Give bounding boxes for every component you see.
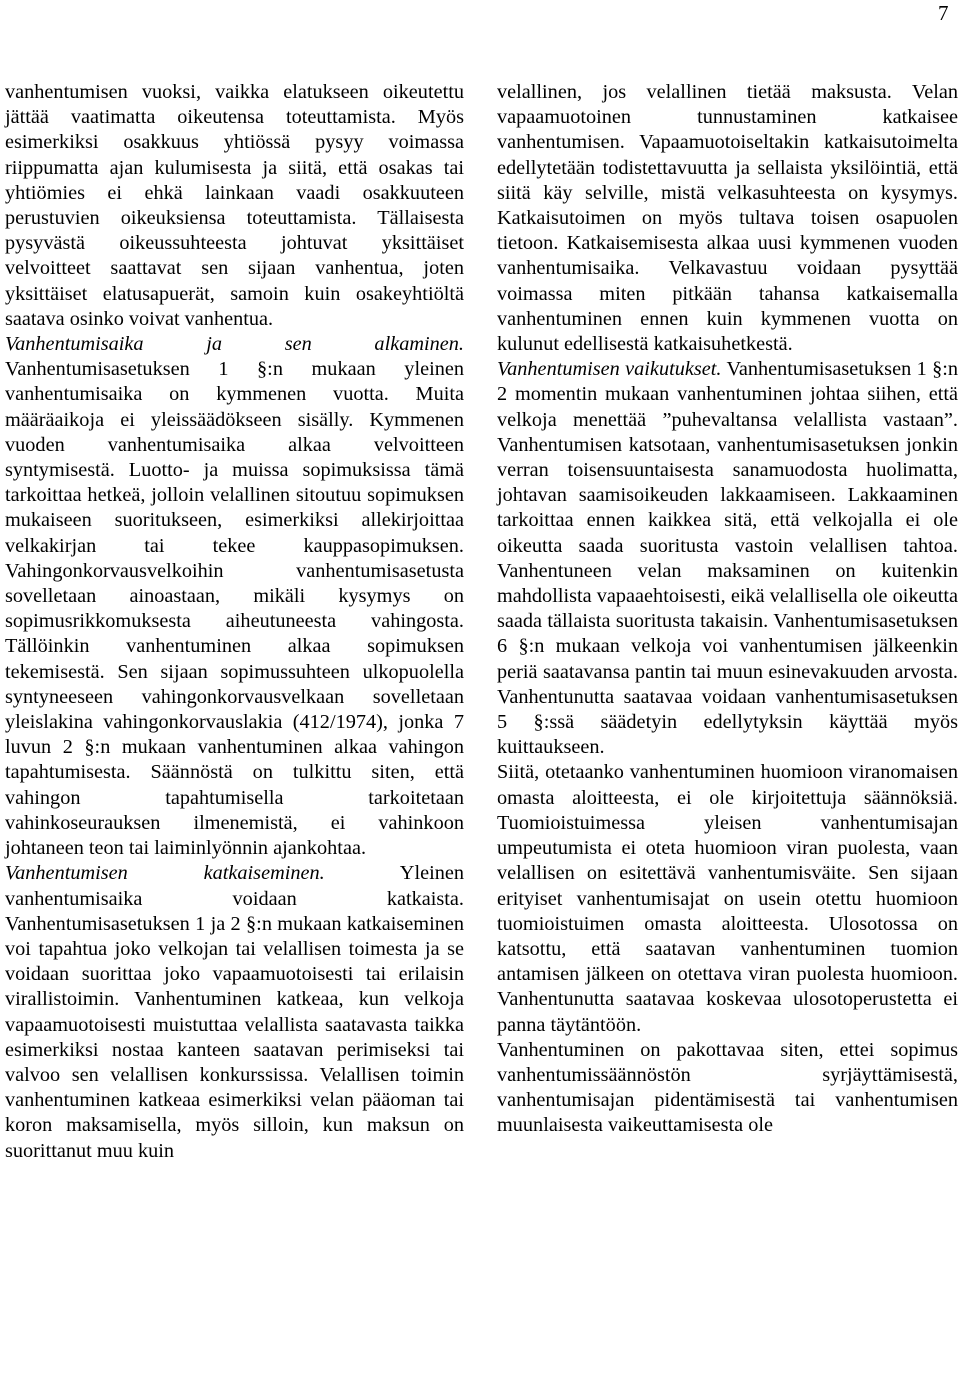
paragraph xyxy=(5,861,464,1163)
paragraph-text: Yleinen vanhentumisaika voidaan katkaista. Vanhentumisasetuksen 1 ja 2 §:n mukaan katkaiseminen voi tapahtua joko velkojan tai velallisen toimesta ja se voidaan suorittaa joko vapaamuotoisesti tai erilaisin virallistoimin. Vanhentuminen katkeaa, kun velkoja vapaamuotoisesti muistuttaa velallista saatavasta taikka esimerkiksi nostaa kanteen saatavan perimiseksi tai valvoo sen velallisen konkurssissa. Velallisen toimin vanhentuminen katkeaa esimerkiksi velan pääoman tai koron maksamisella, myös silloin, kun maksun on suorittanut muu kuin xyxy=(5,862,464,1162)
paragraph: vanhentumisen vuoksi, vaikka elatukseen oikeutettu jättää vaatimatta oikeutensa toteuttamista. Myös esimerkiksi osakkuus yhtiössä pysyy voimassa riippumatta ajan kulumisesta ja siitä, että osakas tai yhtiömies ei ehkä lainkaan vaadi osakkuuteen perustuvien oikeuksiensa toteuttamista. Tällaisesta pysyvästä oikeussuhteesta johtuvat yksittäiset velvoitteet saattavat sen sijaan vanhentua, joten yksittäiset elatusapuerät, samoin kuin osakeyhtiöltä saatava osinko voivat vanhentua. xyxy=(5,81,464,330)
left-column xyxy=(5,80,464,1164)
paragraph-text: Vanhentumisasetuksen 1 §:n mukaan yleinen vanhentumisaika on kymmenen vuotta. Muita määräaikoja ei yleissäädökseen sisälly. Kymmenen vuoden vanhentumisaika alkaa velvoitteen syntymisestä. Luotto- ja muissa sopimuksissa tämä tarkoittaa hetkeä, jolloin velallinen sitoutuu sopimuksen mukaiseen suoritukseen, esimerkiksi allekirjoittaa velkakirjan tai tekee kauppasopimuksen. Vahingonkorvausvelkoihin vanhentumisasetusta sovelletaan ainoastaan, mikäli kysymys on sopimusrikkomuksesta aiheutuneesta vahingosta. Tällöinkin vanhentuminen alkaa sopimuksen tekemisestä. Sen sijaan sopimussuhteen ulkopuolella syntyneeseen vahingonkorvausvelkaan sovelletaan yleislakina vahingonkorvauslakia (412/1974), jonka 7 luvun 2 §:n mukaan vanhentuminen alkaa vahingon tapahtumisesta. Säännöstä on tulkittu siten, että vahingon tapahtumisella tarkoitetaan vahinkoseurauksen ilmenemistä, ei vahinkoon johtaneen teon tai laiminlyönnin ajankohtaa. xyxy=(5,358,464,860)
section-heading: Vanhentumisen katkaiseminen. xyxy=(5,862,325,885)
page-number: 7 xyxy=(938,1,949,25)
paragraph-text: Vanhentumisasetuksen 1 §:n 2 momentin mukaan vanhentuminen johtaa siihen, että velkoja menettää ”puhevaltansa velallista vastaan”. Vanhentumisen katsotaan, vanhentumisasetuksen jonkin verran toisensuuntaisesta sanamuodosta huolimatta, johtavan saamisoikeuden lakkaamiseen. Lakkaaminen tarkoittaa ennen kaikkea sitä, että velkojalla ei ole oikeutta saada suoritusta vastoin velallisen tahtoa. Vanhentuneen velan maksaminen on kuitenkin mahdollista vapaaehtoisesti, eikä velallisella ole oikeutta saada tällaista suoritusta takaisin. Vanhentumisasetuksen 6 §:n mukaan velkoja voi vanhentumisen jälkeenkin periä saatavansa pantin tai muun esinevakuuden arvosta. Vanhentunutta saatavaa voidaan vanhentumisasetuksen 5 §:ssä säädetyin edellytyksin käyttää myös kuittaukseen. xyxy=(497,358,958,759)
paragraph xyxy=(497,357,958,760)
paragraph: Siitä, otetaanko vanhentuminen huomioon viranomaisen omasta aloitteesta, ei ole kirjoitettuja säännöksiä. Tuomioistuimessa yleisen vanhentumisajan umpeutumista ei oteta huomioon viran puolesta, vaan velallisen on esitettävä vanhentumisväite. Sen sijaan erityiset vanhentumisajat on usein otettu huomioon tuomioistuimen omasta aloitteesta. Ulosotossa on katsottu, että saatavan vanhentuminen tuomion antamisen jälkeen on otettava viran puolesta huomioon. Vanhentunutta saatavaa koskevaa ulosotoperustetta ei panna täytäntöön. xyxy=(497,761,958,1036)
right-column xyxy=(497,80,958,1139)
paragraph: Vanhentuminen on pakottavaa siten, ettei sopimus vanhentumissäännöstön syrjäyttämisestä, vanhentumisajan pidentämisestä tai vanhentumisen muunlaisesta vaikeuttamisesta ole xyxy=(497,1038,958,1137)
paragraph: velallinen, jos velallinen tietää maksusta. Velan vapaamuotoinen tunnustaminen katkaisee vanhentumisen. Vapaamuotoiseltakin katkaisutoimelta edellytetään todistettavuutta ja sellaista yksilöintiä, että siitä käy selville, mistä velkasuhteesta on kysymys. Katkaisutoimen on myös tultava toisen osapuolen tietoon. Katkaisemisesta alkaa uusi kymmenen vuoden vanhentumisaika. Velkavastuu voidaan pysyttää voimassa miten pitkään tahansa katkaisemalla vanhentuminen ennen kuin kymmenen vuotta on kulunut edellisestä katkaisuhetkestä. xyxy=(497,81,958,356)
section-heading: Vanhentumisen vaikutukset. xyxy=(497,358,722,381)
paragraph xyxy=(5,332,464,861)
section-heading: Vanhentumisaika ja sen alkaminen. xyxy=(5,333,464,356)
